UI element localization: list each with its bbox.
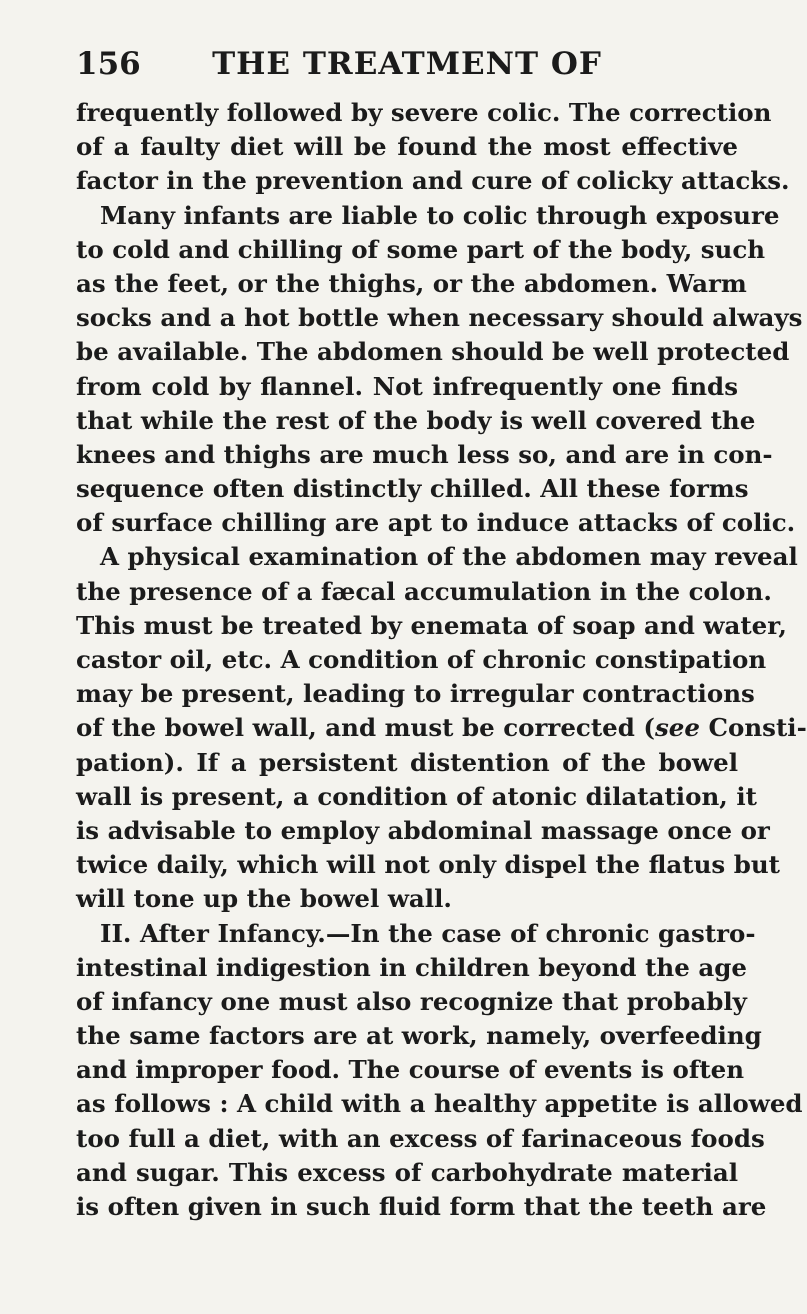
body-text <box>76 96 807 1224</box>
text-line: be available. The abdomen should be well protected <box>76 337 790 367</box>
running-head: THE TREATMENT OF <box>212 46 602 82</box>
text-line-with-italic <box>76 711 807 745</box>
text-line: of a faulty diet will be found the most effective <box>76 132 738 162</box>
text-line: is advisable to employ abdominal massage once or <box>76 815 770 845</box>
text-line: is often given in such fluid form that the teeth are <box>76 1192 767 1221</box>
page-header <box>76 44 738 84</box>
text-line: too full a diet, with an excess of farinaceous foods <box>76 1123 765 1153</box>
text-run: of the bowel wall, and must be corrected ( <box>76 713 655 743</box>
text-line: intestinal indigestion in children beyond the age <box>76 952 747 982</box>
text-line: the presence of a fæcal accumulation in the colon. <box>76 576 772 606</box>
text-line: as follows : A child with a healthy appetite is allowed <box>76 1089 803 1119</box>
text-line: castor oil, etc. A condition of chronic constipation <box>76 645 767 674</box>
text-line: knees and thighs are much less so, and are in con- <box>76 439 773 469</box>
text-line: from cold by flannel. Not infrequently one finds <box>76 371 738 401</box>
text-line: A physical examination of the abdomen may reveal <box>100 542 798 572</box>
text-line: the same factors are at work, namely, overfeeding <box>76 1021 762 1051</box>
text-line: This must be treated by enemata of soap and water, <box>76 610 787 640</box>
text-line: that while the rest of the body is well covered the <box>76 405 756 435</box>
text-line: wall is present, a condition of atonic dilatation, it <box>76 781 757 811</box>
text-line: Many infants are liable to colic through exposure <box>100 200 780 230</box>
text-line: as the feet, or the thighs, or the abdomen. Warm <box>76 268 747 298</box>
text-line: of infancy one must also recognize that probably <box>76 986 747 1016</box>
text-line: socks and a hot bottle when necessary should always <box>76 303 803 333</box>
text-line: frequently followed by severe colic. The correction <box>76 98 772 127</box>
text-line: twice daily, which will not only dispel the flatus but <box>76 850 780 880</box>
text-line: to cold and chilling of some part of the body, such <box>76 234 766 264</box>
text-line: and sugar. This excess of carbohydrate material <box>76 1157 738 1187</box>
section-heading-line <box>76 917 756 951</box>
text-line: factor in the prevention and cure of colicky attacks. <box>76 166 790 196</box>
text-line: sequence often distinctly chilled. All these forms <box>76 474 749 504</box>
text-line: may be present, leading to irregular contractions <box>76 679 755 709</box>
text-line: will tone up the bowel wall. <box>76 884 452 914</box>
text-line: of surface chilling are apt to induce attacks of colic. <box>76 508 796 538</box>
section-heading: II. After Infancy. <box>100 918 326 948</box>
italic-see: see <box>655 713 700 743</box>
text-line: and improper food. The course of events is often <box>76 1055 745 1085</box>
text-run: —In the case of chronic gastro- <box>325 918 756 948</box>
text-line: pation). If a persistent distention of the bowel <box>76 747 738 777</box>
text-run: Consti- <box>699 713 807 743</box>
page-number: 156 <box>76 46 141 82</box>
